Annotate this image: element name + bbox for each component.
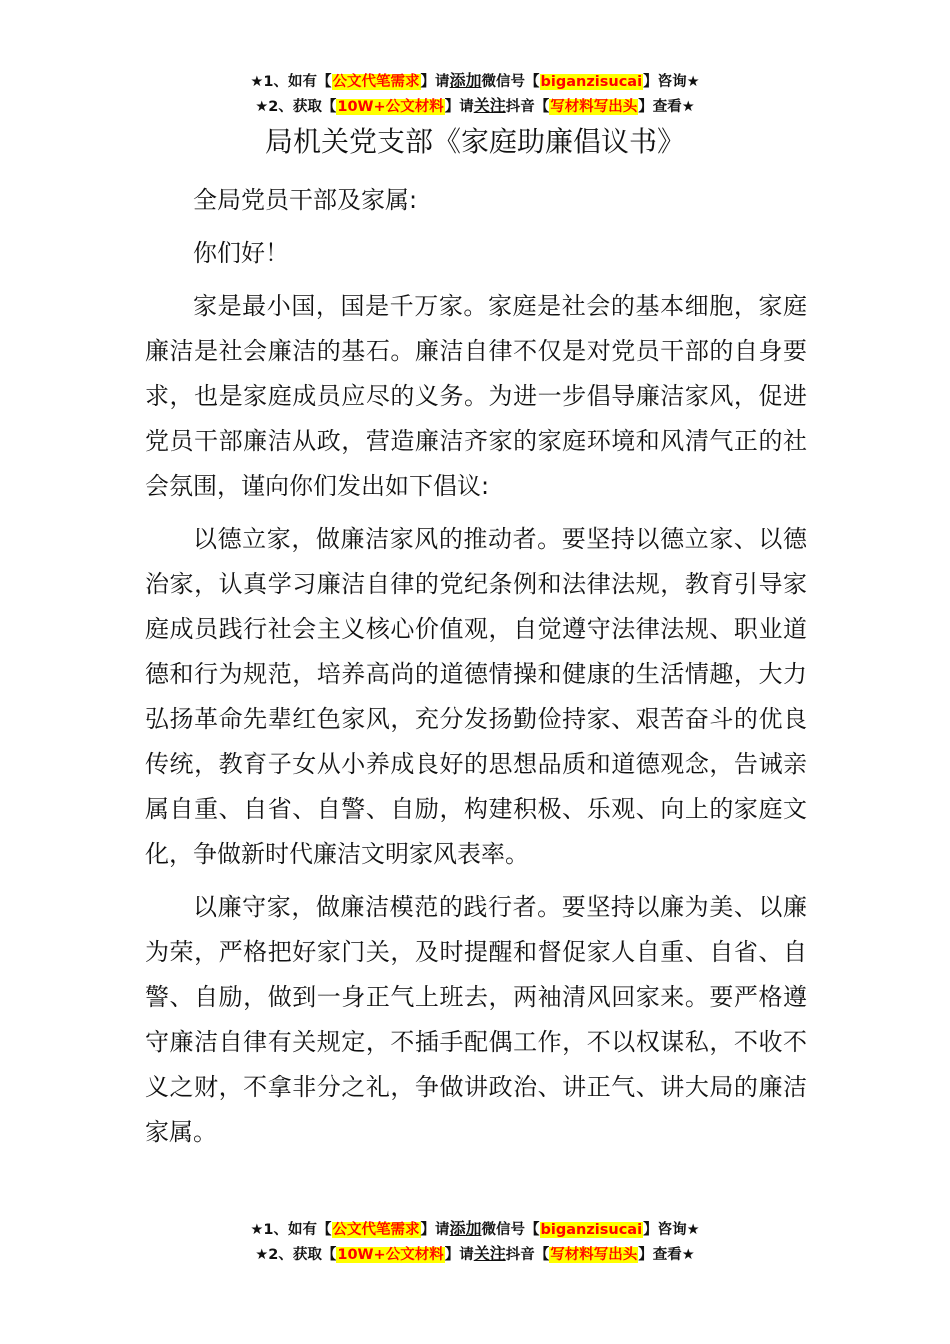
- promo-text: 】查看★: [638, 1247, 695, 1263]
- promo-line-1: [0, 69, 950, 94]
- promo-line-2: [0, 94, 950, 119]
- promo-text: 】请: [420, 1222, 450, 1238]
- promo-text: 抖音【: [505, 99, 550, 115]
- wechat-id-highlight: biganzisucai: [540, 1222, 643, 1238]
- promo-text: 微信号【: [481, 74, 540, 90]
- promo-text: ★2、获取【: [255, 99, 337, 115]
- promo-text: 】请: [420, 74, 450, 90]
- promo-highlight: 公文代笔需求: [332, 1222, 420, 1238]
- promo-text: 抖音【: [505, 1247, 550, 1263]
- promo-underlined: 添加: [449, 1219, 482, 1238]
- greeting: 你们好！: [193, 239, 289, 267]
- douyin-id-highlight: 写材料写出头: [550, 99, 638, 115]
- promo-text: ★1、如有【: [250, 74, 332, 90]
- promo-highlight: 10W+公文材料: [337, 99, 444, 115]
- document-body: [145, 178, 807, 1155]
- promo-text: 】咨询★: [643, 74, 700, 90]
- body-paragraph: 以廉守家，做廉洁模范的践行者。要坚持以廉为美、以廉为荣，严格把好家门关，及时提醒和督促家人自重、自省、自警、自励，做到一身正气上班去，两袖清风回家来。要严格遵守廉洁自律有关规定，不插手配偶工作，不以权谋私，不收不义之财，不拿非分之礼，争做讲政治、讲正气、讲大局的廉洁家属。: [145, 893, 807, 1146]
- promo-highlight: 10W+公文材料: [337, 1247, 444, 1263]
- promo-text: 】咨询★: [643, 1222, 700, 1238]
- promo-highlight: 公文代笔需求: [332, 74, 420, 90]
- body-paragraph: 以德立家，做廉洁家风的推动者。要坚持以德立家、以德治家，认真学习廉洁自律的党纪条例和法律法规，教育引导家庭成员践行社会主义核心价值观，自觉遵守法律法规、职业道德和行为规范，培养高尚的道德情操和健康的生活情趣，大力弘扬革命先辈红色家风，充分发扬勤俭持家、艰苦奋斗的优良传统，教育子女从小养成良好的思想品质和道德观念，告诫亲属自重、自省、自警、自励，构建积极、乐观、向上的家庭文化，争做新时代廉洁文明家风表率。: [145, 525, 807, 868]
- promo-banner-bottom: [0, 1217, 950, 1267]
- promo-underlined: 关注: [473, 1244, 506, 1263]
- promo-text: 】请: [444, 1247, 474, 1263]
- douyin-id-highlight: 写材料写出头: [550, 1247, 638, 1263]
- body-paragraph: 家是最小国，国是千万家。家庭是社会的基本细胞，家庭廉洁是社会廉洁的基石。廉洁自律不仅是对党员干部的自身要求，也是家庭成员应尽的义务。为进一步倡导廉洁家风，促进党员干部廉洁从政，营造廉洁齐家的家庭环境和风清气正的社会氛围，谨向你们发出如下倡议:: [145, 292, 807, 500]
- promo-banner-top: [0, 69, 950, 119]
- wechat-id-highlight: biganzisucai: [540, 74, 643, 90]
- promo-line-2: [0, 1242, 950, 1267]
- promo-text: 】请: [444, 99, 474, 115]
- promo-underlined: 添加: [449, 71, 482, 90]
- salutation: 全局党员干部及家属:: [193, 186, 418, 214]
- promo-underlined: 关注: [473, 96, 506, 115]
- promo-line-1: [0, 1217, 950, 1242]
- promo-text: ★1、如有【: [250, 1222, 332, 1238]
- document-title: 局机关党支部《家庭助廉倡议书》: [264, 125, 685, 158]
- promo-text: ★2、获取【: [255, 1247, 337, 1263]
- promo-text: 】查看★: [638, 99, 695, 115]
- promo-text: 微信号【: [481, 1222, 540, 1238]
